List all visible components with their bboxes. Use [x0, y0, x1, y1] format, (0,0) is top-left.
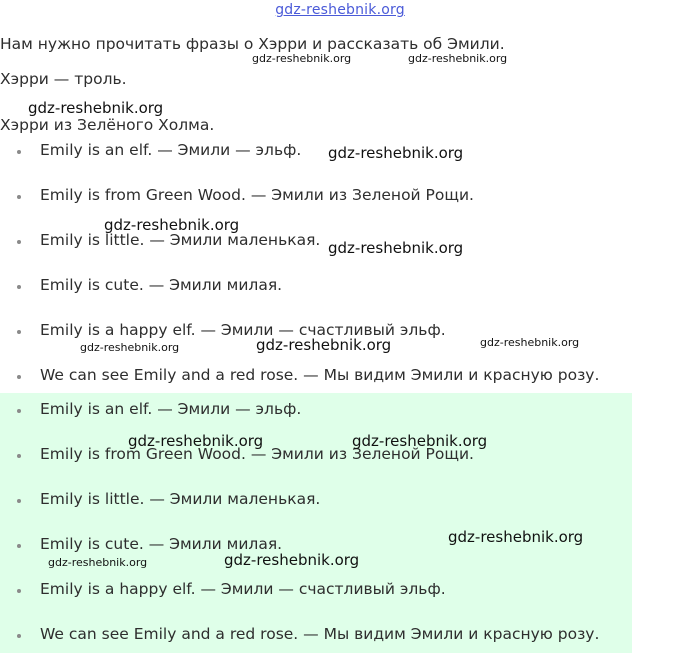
bullet-icon — [17, 454, 21, 458]
harry-line-2: Хэрри из Зелёного Холма. — [0, 116, 215, 134]
list-item-text: Emily is cute. — Эмили милая. — [40, 276, 283, 294]
bullet-icon — [17, 589, 21, 593]
list-item-text: Emily is cute. — Эмили милая. — [40, 535, 283, 553]
bullet-icon — [17, 150, 21, 154]
watermark: gdz-reshebnik.org — [480, 336, 580, 349]
bullet-icon — [17, 240, 21, 244]
watermark: gdz-reshebnik.org — [128, 432, 264, 450]
watermark: gdz-reshebnik.org — [104, 216, 240, 234]
watermark: gdz-reshebnik.org — [48, 556, 148, 569]
bullet-icon — [17, 285, 21, 289]
site-header-link[interactable]: gdz-reshebnik.org — [275, 2, 405, 18]
watermark: gdz-reshebnik.org — [352, 432, 488, 450]
list-item-text: We can see Emily and a red rose. — Мы видим Эмили и красную розу. — [40, 366, 600, 384]
list-item — [0, 625, 680, 653]
watermark: gdz-reshebnik.org — [448, 528, 584, 546]
watermark: gdz-reshebnik.org — [328, 239, 464, 257]
list-item-text: Emily is little. — Эмили маленькая. — [40, 490, 321, 508]
list-item — [0, 445, 680, 490]
list-item — [0, 535, 680, 580]
list-item-text: We can see Emily and a red rose. — Мы видим Эмили и красную розу. — [40, 625, 600, 643]
list-item-text: Emily is a happy elf. — Эмили — счастливый эльф. — [40, 580, 446, 598]
watermark: gdz-reshebnik.org — [80, 341, 180, 354]
list-item-text: Emily is an elf. — Эмили — эльф. — [40, 141, 302, 159]
list-item — [0, 186, 680, 231]
bullet-icon — [17, 195, 21, 199]
list-item — [0, 580, 680, 625]
watermark: gdz-reshebnik.org — [328, 144, 464, 162]
list-item — [0, 276, 680, 321]
list-item-text: Emily is from Green Wood. — Эмили из Зеленой Рощи. — [40, 186, 474, 204]
bullet-icon — [17, 544, 21, 548]
list-item — [0, 400, 680, 445]
bullet-icon — [17, 375, 21, 379]
bullet-icon — [17, 634, 21, 638]
bullet-icon — [17, 499, 21, 503]
watermark: gdz-reshebnik.org — [252, 52, 352, 65]
watermark: gdz-reshebnik.org — [224, 551, 360, 569]
intro-text: Нам нужно прочитать фразы о Хэрри и рассказать об Эмили. — [0, 35, 505, 53]
bullet-icon — [17, 409, 21, 413]
watermark: gdz-reshebnik.org — [28, 99, 164, 117]
list-item — [0, 321, 680, 366]
list-item — [0, 490, 680, 535]
sentence-list-1 — [0, 141, 680, 411]
watermark: gdz-reshebnik.org — [256, 336, 392, 354]
list-item-text: Emily is from Green Wood. — Эмили из Зеленой Рощи. — [40, 445, 474, 463]
list-item-text: Emily is an elf. — Эмили — эльф. — [40, 400, 302, 418]
harry-line-1: Хэрри — троль. — [0, 70, 127, 88]
list-item — [0, 231, 680, 276]
list-item-text: Emily is a happy elf. — Эмили — счастливый эльф. — [40, 321, 446, 339]
sentence-list-2 — [0, 400, 680, 653]
watermark: gdz-reshebnik.org — [408, 52, 508, 65]
bullet-icon — [17, 330, 21, 334]
list-item — [0, 141, 680, 186]
list-item-text: Emily is little. — Эмили маленькая. — [40, 231, 321, 249]
